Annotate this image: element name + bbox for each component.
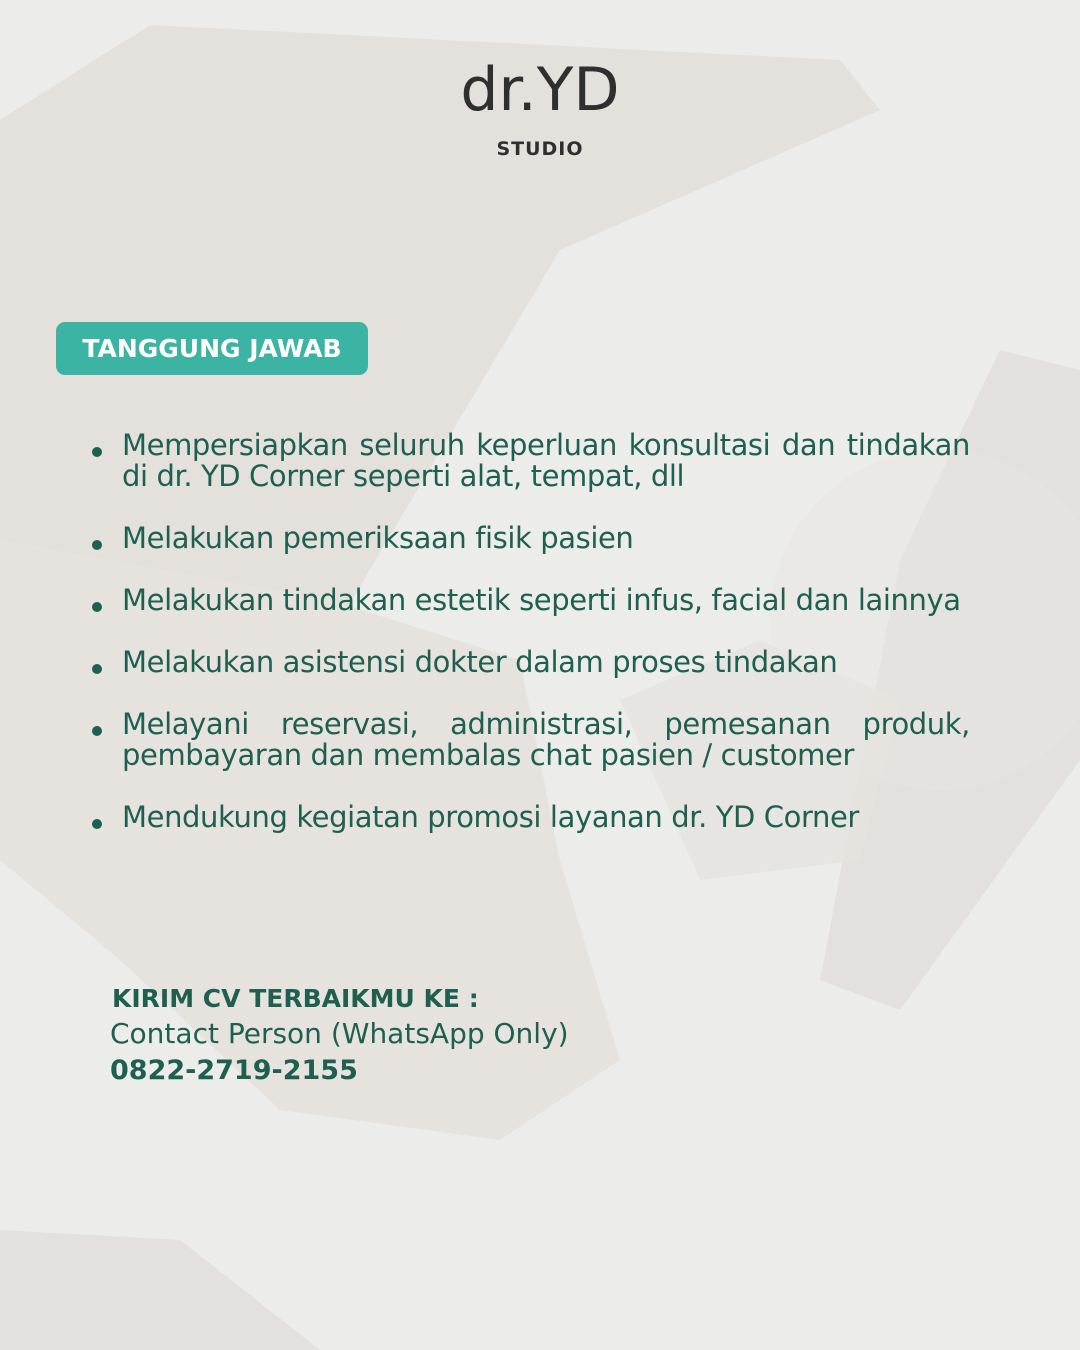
- bullet-icon: [92, 540, 102, 550]
- bullet-icon: [92, 664, 102, 674]
- list-item-text: Melakukan tindakan estetik seperti infus, facial dan lainnya: [122, 583, 961, 617]
- list-item: [92, 647, 970, 678]
- list-item: [92, 430, 970, 492]
- list-item: [92, 802, 970, 833]
- section-badge: TANGGUNG JAWAB: [56, 322, 368, 375]
- bullet-icon: [92, 819, 102, 829]
- list-item-text: Melakukan asistensi dokter dalam proses tindakan: [122, 645, 838, 679]
- contact-phone-number: 0822-2719-2155: [110, 1055, 358, 1086]
- list-item-text: Mempersiapkan seluruh keperluan konsultasi dan tindakan di dr. YD Corner seperti alat, tempat, dll: [122, 428, 970, 493]
- responsibility-list: [92, 430, 970, 833]
- list-item-text: Melakukan pemeriksaan fisik pasien: [122, 521, 634, 555]
- list-item: [92, 523, 970, 554]
- list-item: [92, 709, 970, 771]
- brand-logo: dr.YD: [460, 55, 620, 125]
- bullet-icon: [92, 447, 102, 457]
- contact-person-label: Contact Person (WhatsApp Only): [110, 1017, 569, 1050]
- contact-block: [110, 982, 569, 1090]
- contact-heading: KIRIM CV TERBAIKMU KE :: [112, 984, 479, 1013]
- list-item: [92, 585, 970, 616]
- list-item-text: Mendukung kegiatan promosi layanan dr. YD Corner: [122, 800, 859, 834]
- list-item-text: Melayani reservasi, administrasi, pemesanan produk, pembayaran dan membalas chat pasien / customer: [122, 707, 970, 772]
- bullet-icon: [92, 602, 102, 612]
- brand-subtitle: STUDIO: [496, 138, 584, 160]
- bullet-icon: [92, 726, 102, 736]
- brand-header: [0, 52, 1080, 160]
